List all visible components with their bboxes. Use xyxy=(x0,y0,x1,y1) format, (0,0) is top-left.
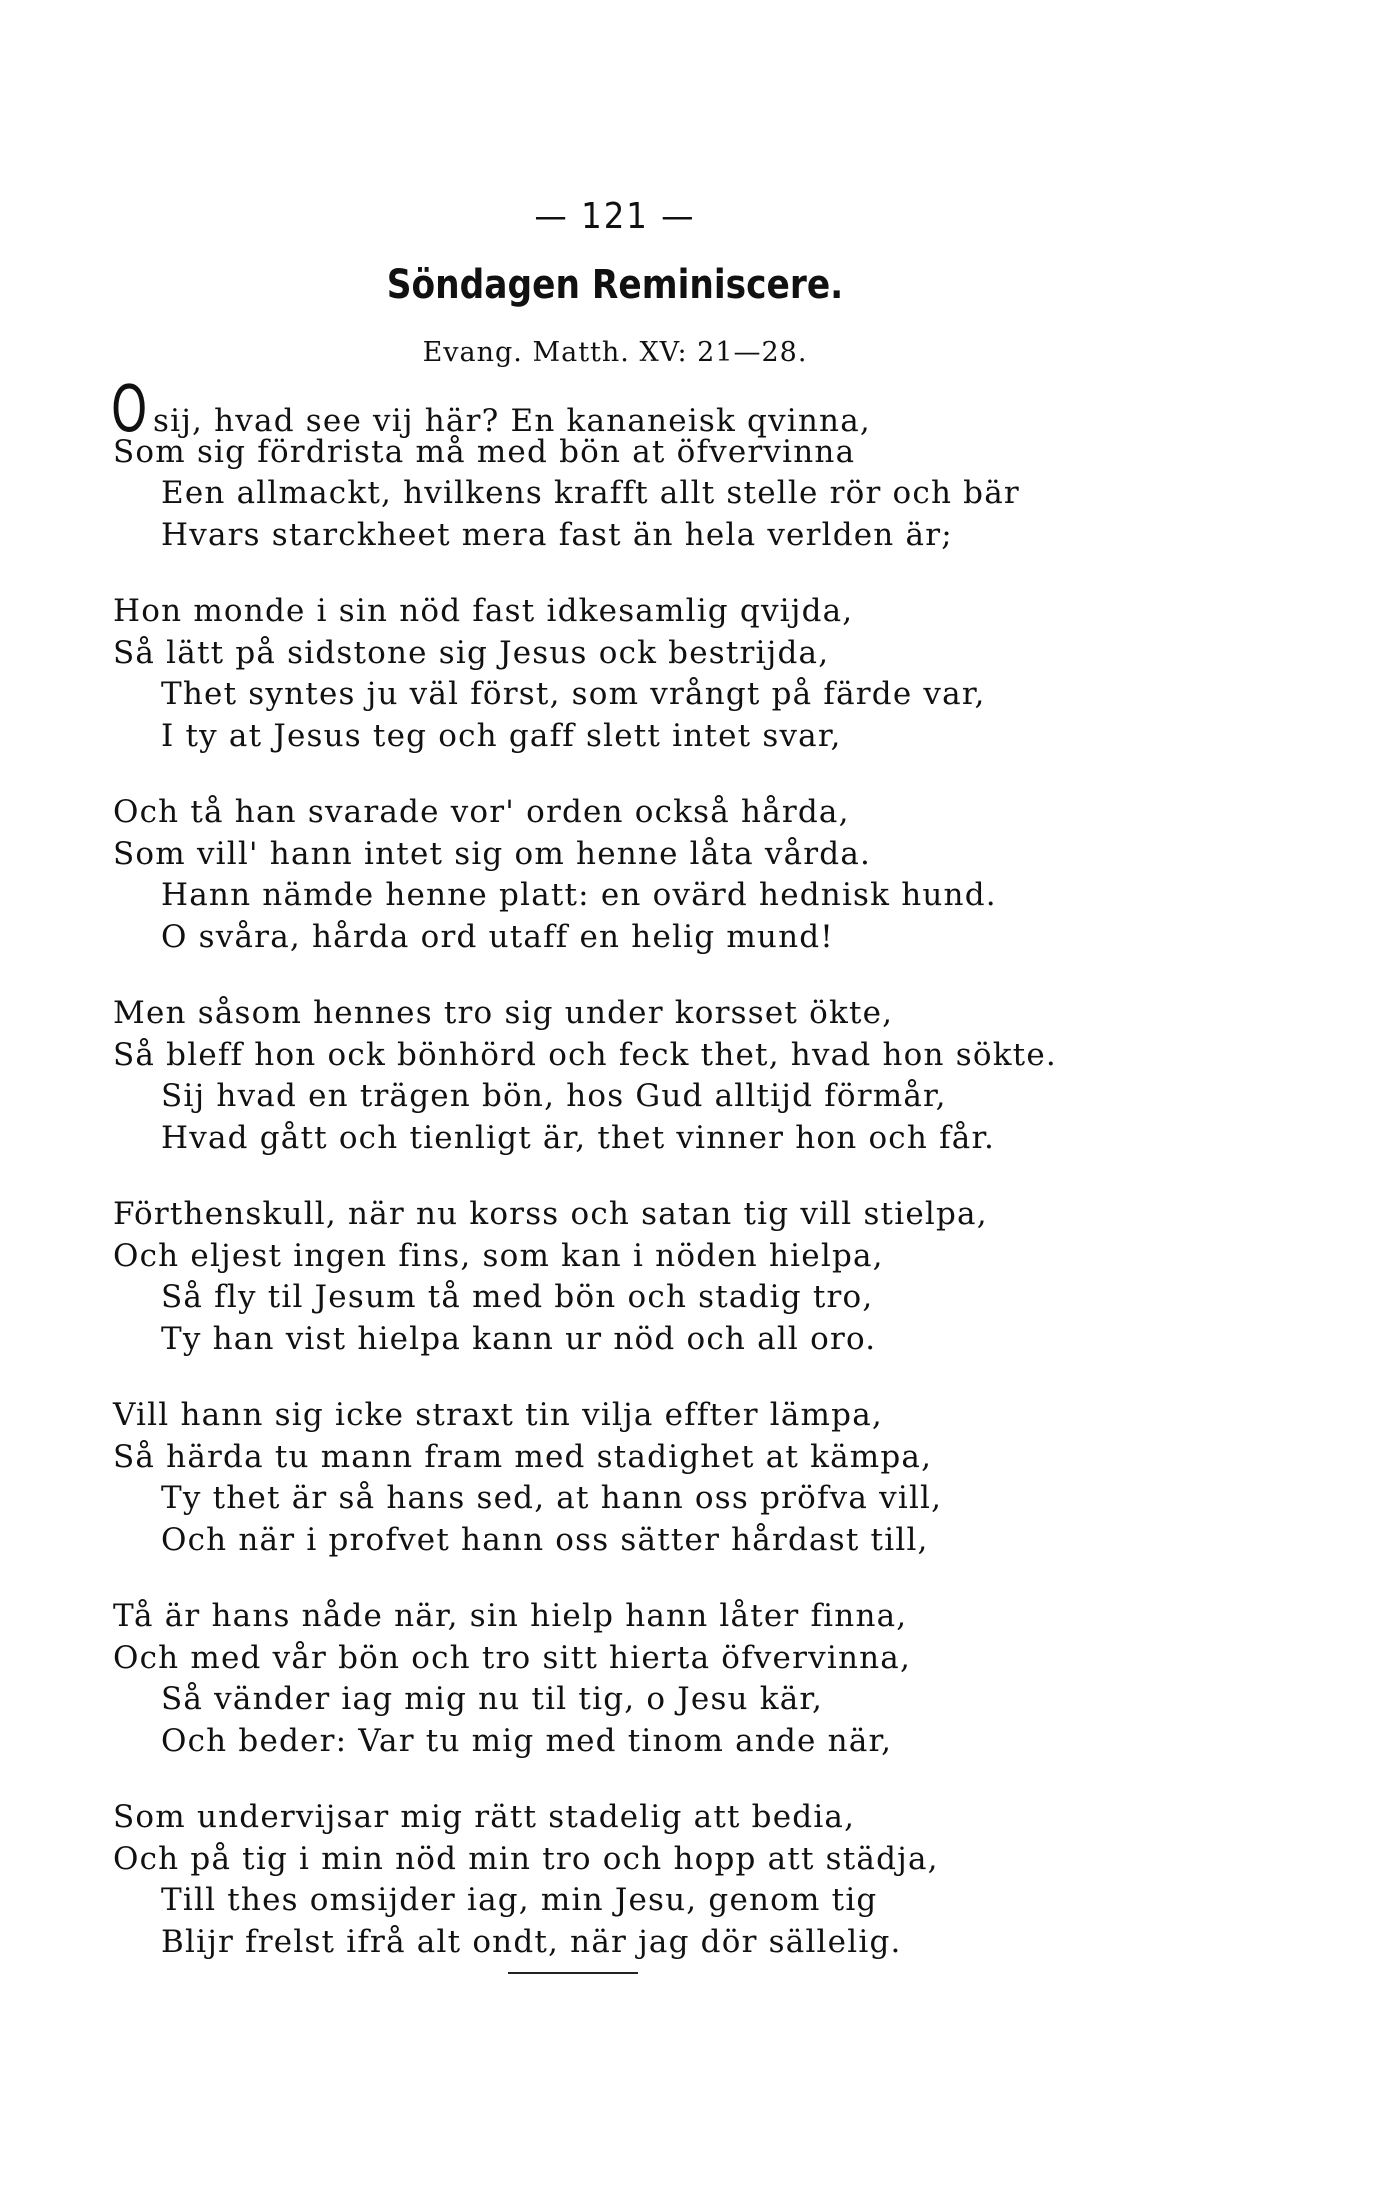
verse-line: Hon monde i sin nöd fast idkesamlig qvijda, xyxy=(113,593,854,629)
verse-line: Tå är hans nåde när, sin hielp hann låter finna, xyxy=(113,1598,908,1634)
stanza xyxy=(113,1395,1073,1561)
verse-line: Och med vår bön och tro sitt hierta öfvervinna, xyxy=(113,1639,912,1676)
verse-line: Som undervijsar mig rätt stadelig att bedia, xyxy=(113,1799,856,1835)
verse-line: Så fly til Jesum tå med bön och stadig tro, xyxy=(161,1279,874,1315)
verse-line: Så lätt på sidstone sig Jesus ock bestrijda, xyxy=(113,634,830,671)
verse-line: Blijr frelst ifrå alt ondt, när jag dör sällelig. xyxy=(161,1923,902,1960)
verse-line: Een allmackt, hvilkens krafft allt stelle rör och bär xyxy=(161,475,1020,511)
verse-line: Och på tig i min nöd min tro och hopp att städja, xyxy=(113,1840,939,1877)
verse-line: O svåra, hårda ord utaff en helig mund! xyxy=(161,918,834,955)
verse-line: Så bleff hon ock bönhörd och feck thet, hvad hon sökte. xyxy=(113,1036,1057,1073)
verse-line: Till thes omsijder iag, min Jesu, genom tig xyxy=(161,1882,878,1918)
verse-line: Och tå han svarade vor' orden också hårda, xyxy=(113,794,850,830)
verse-line: Men såsom hennes tro sig under korsset ökte, xyxy=(113,995,894,1031)
end-rule-divider xyxy=(508,1972,638,1974)
stanza xyxy=(113,993,1073,1159)
verse-line: Som vill' hann intet sig om henne låta vårda. xyxy=(113,835,872,872)
stanza xyxy=(113,1797,1073,1963)
verse-line xyxy=(111,373,1073,447)
verse-line: Och beder: Var tu mig med tinom ande när, xyxy=(161,1722,893,1759)
verse-line: Sij hvad en trägen bön, hos Gud alltijd förmår, xyxy=(161,1078,947,1114)
scripture-reference: Evang. Matth. XV: 21—28. xyxy=(422,337,808,368)
stanza xyxy=(113,792,1073,958)
verse-line: Som sig fördrista må med bön at öfvervinna xyxy=(113,433,856,470)
verse-line: Så härda tu mann fram med stadighet at kämpa, xyxy=(113,1438,933,1475)
page-number: — 121 — xyxy=(534,196,696,237)
drop-cap: O xyxy=(111,373,149,447)
hymn-text xyxy=(111,373,1073,1998)
verse-line: Hann nämde henne platt: en ovärd hednisk hund. xyxy=(161,877,997,913)
stanza xyxy=(111,373,1073,556)
verse-line: Hvad gått och tienligt är, thet vinner hon och får. xyxy=(161,1119,996,1156)
stanza xyxy=(113,1194,1073,1360)
verse-line: Och när i profvet hann oss sätter hårdast till, xyxy=(161,1521,929,1558)
verse-line-text: sij, hvad see vij här? En kananeisk qvinna, xyxy=(153,403,871,439)
verse-line: I ty at Jesus teg och gaff slett intet svar, xyxy=(161,717,842,754)
verse-line: Thet syntes ju väl först, som vrångt på färde var, xyxy=(161,676,986,712)
verse-line: Vill hann sig icke straxt tin vilja effter lämpa, xyxy=(113,1397,883,1433)
verse-line: Ty thet är så hans sed, at hann oss pröfva vill, xyxy=(161,1480,943,1516)
verse-line: Ty han vist hielpa kann ur nöd och all oro. xyxy=(161,1320,877,1357)
stanza xyxy=(113,591,1073,757)
verse-line: Förthenskull, när nu korss och satan tig vill stielpa, xyxy=(113,1196,988,1232)
verse-line: Hvars starckheet mera fast än hela verlden är; xyxy=(161,516,953,553)
verse-line: Så vänder iag mig nu til tig, o Jesu kär, xyxy=(161,1681,824,1717)
verse-line: Och eljest ingen fins, som kan i nöden hielpa, xyxy=(113,1237,884,1274)
page-title: Söndagen Reminiscere. xyxy=(386,262,844,308)
stanza xyxy=(113,1596,1073,1762)
